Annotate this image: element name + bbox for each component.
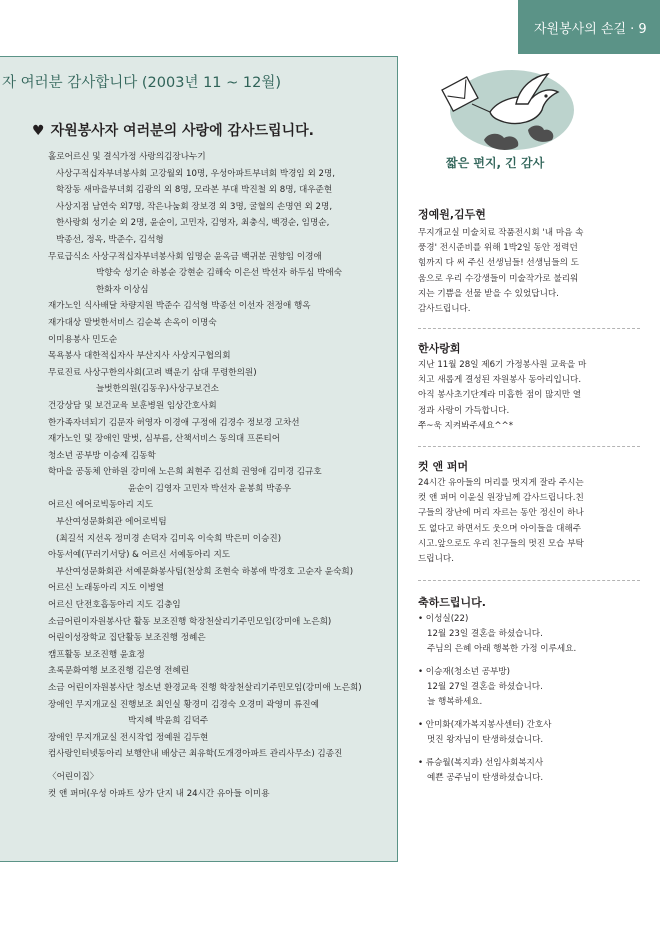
list-item: 늘벗한의원(김동우)사상구보건소 (96, 384, 219, 395)
list-item: 사상구적십자부녀봉사회 고강월외 10명, 우성아파트부녀회 박경임 외 2명, (56, 168, 336, 179)
panel-title: 자 여러분 감사합니다 (2003년 11 ~ 12월) (2, 75, 281, 91)
body-line: 무지개교실 미술치료 작품전시회 '내 마음 속 (418, 228, 584, 238)
list-item: 박종선, 정옥, 박준수, 김석형 (56, 234, 164, 245)
list-item: 윤순이 김영자 고민자 박선자 윤봉희 박종우 (128, 483, 292, 494)
congrats-line: 멋진 왕자님이 탄생하셨습니다. (427, 735, 544, 745)
panel-heading-text: 자원봉사자 여러분의 사랑에 감사드립니다. (50, 123, 314, 139)
illustration-caption: 짧은 편지, 긴 감사 (446, 156, 545, 170)
congrats-line: 주님의 은혜 아래 행복한 가정 이루세요. (427, 644, 577, 654)
list-item: 사상지점 남연숙 외7명, 작은나눔회 장보경 외 3명, 굴혈의 손명연 외 2명, (56, 201, 333, 212)
body-line: 드립니다. (418, 554, 454, 565)
list-item: 컴사랑인터넷동아리 보행안내 배상근 최유학(도개경아파트 관리사무소) 김종진 (48, 749, 343, 760)
list-item (418, 718, 640, 748)
page-header-tab (518, 0, 660, 54)
list-item: (최길석 지선옥 정미경 손덕자 김미옥 이숙희 박은미 이승진) (56, 533, 282, 544)
divider (418, 328, 640, 329)
section-title: 정예원,김두현 (418, 208, 486, 221)
header-title: 자원봉사의 손길 · 9 (534, 21, 647, 37)
list-item: 소금 어린이자원봉사단 청소년 환경교육 진행 학장천살리기주민모임(강미애 노은희) (48, 683, 362, 693)
body-line: 아직 봉사초기단계라 미흡한 점이 많지만 열 (418, 390, 582, 401)
list-item: 장애인 무지개교실 전시작업 정예원 김두현 (48, 732, 209, 743)
list-item: 소금어린이자원봉사단 활동 보조진행 학장천살리기주민모임(강미애 노은희) (48, 616, 332, 627)
list-item: 무료급식소 사상구적십자부녀봉사회 임명순 윤옥금 백귀분 권향임 이경애 (48, 251, 322, 262)
list-item: 어르신 노래동아리 지도 이병열 (48, 583, 165, 594)
list-item: 장애인 무지개교실 진행보조 최인실 황경미 김경숙 오경미 곽영미 류진예 (48, 699, 319, 710)
panel-heading (32, 120, 314, 140)
list-item: 건강상담 및 보건교육 보훈병원 임상간호사회 (48, 400, 217, 411)
list-item: 어린이성장학교 집단활동 보조진행 정혜은 (48, 633, 206, 644)
body-line: 24시간 유아들의 머리를 멋지게 잘라 주시는 (418, 478, 584, 488)
list-item: 초록문화여행 보조진행 김은영 전혜린 (48, 666, 190, 677)
list-item: 컷 앤 퍼머(우성 아파트 상가 단지 내 24시간 유아들 이미용 (48, 788, 270, 799)
body-line: 풍경' 전시준비를 위해 1박2일 동안 정력던 (418, 243, 578, 254)
divider (418, 446, 640, 447)
body-line: 시고.앞으로도 우리 친구들의 멋진 모습 부탁 (418, 538, 584, 549)
list-item: 재가대상 말벗한서비스 김순복 손옥이 이명숙 (48, 317, 217, 328)
thanks-panel (0, 56, 398, 862)
congrats-name: • 이승재(청소년 공부방) (418, 667, 510, 677)
congrats-name: • 안미화(재가복지봉사센터) 간호사 (418, 720, 552, 730)
congrats-name: • 이성실(22) (418, 614, 469, 624)
list-item: 한화자 이상심 (96, 284, 149, 295)
section-body (418, 358, 640, 434)
list-item: 부산여성문화회관 에어로빅팀 (56, 517, 167, 528)
list-item: 어르신 단전호흡동아리 지도 김충임 (48, 600, 181, 611)
daycare-heading: 〈어린이집〉 (48, 771, 99, 782)
congrats-line: 예쁜 공주님이 탄생하셨습니다. (427, 773, 544, 783)
section-body (418, 226, 640, 317)
list-item: 부산여성문화회관 서예문화봉사팀(천상희 조현숙 하봉애 박경호 고순자 윤숙희) (56, 566, 354, 577)
list-item: 이미용봉사 민도순 (48, 334, 118, 345)
body-line: 구들의 장난에 머리 자르는 동안 정신이 하나 (418, 508, 584, 519)
congrats-line: 12월 27일 결혼을 하셨습니다. (427, 682, 543, 692)
body-line: 정과 사랑이 가득합니다. (418, 405, 510, 416)
list-item: 아동서예(꾸러기서당) & 어르신 서예동아리 지도 (48, 550, 231, 561)
congrats-list (418, 612, 640, 794)
list-item: 어르신 에어로빅동아리 지도 (48, 500, 154, 511)
section-body (418, 476, 640, 567)
list-item: 한사랑회 성기순 외 2명, 윤순이, 고민자, 김영자, 최충식, 백경순, 임명순, (56, 218, 330, 229)
congrats-line: 12월 23일 결혼을 하셨습니다. (427, 629, 543, 639)
list-item: 무료진료 사상구한의사회(고려 백운기 삼대 무령한의원) (48, 367, 257, 378)
body-line: 컷 앤 퍼머 이윤실 원장님께 감사드립니다.친 (418, 493, 584, 504)
list-item: 청소년 공부방 이승제 김동학 (48, 450, 156, 461)
body-line: 힘까지 다 써 주신 선생님들! 선생님들의 도 (418, 258, 579, 269)
list-item: 홀로어르신 및 결식가정 사랑의김장나누기 (48, 152, 206, 162)
congrats-title: 축하드립니다. (418, 596, 486, 609)
divider (418, 580, 640, 581)
section-title: 한사랑회 (418, 342, 461, 355)
body-line: 감사드립니다. (418, 304, 471, 315)
list-item: 학마을 공동체 안하원 강미애 노은희 최현주 김선희 권영애 김미경 김규호 (48, 467, 322, 478)
list-item: 캠프활동 보조진행 윤효정 (48, 649, 145, 660)
body-line: 지는 기쁨을 선물 받을 수 있었답니다. (418, 288, 559, 299)
list-item: 한가족자녀되기 김문자 허영자 이경애 구정애 김경수 정보경 고차선 (48, 417, 300, 428)
list-item: 재가노인 식사배달 차량지원 박준수 김석형 박종선 이선자 전정애 행옥 (48, 301, 311, 312)
list-item: 목욕봉사 대한적십자사 부산지사 사상지구협의회 (48, 351, 231, 362)
list-item: 학장동 새마을부녀회 김광의 외 8명, 모라본 부대 박진철 외 8명, 대우준현 (56, 185, 333, 196)
section-title: 컷 앤 퍼머 (418, 460, 469, 473)
body-line: 쭈~욱 지켜봐주세요^^* (418, 420, 514, 431)
list-item: 재가노인 및 장애인 말벗, 심부름, 산책서비스 동의대 프론티어 (48, 434, 281, 445)
body-line: 지난 11월 28일 제6기 가정봉사원 교육을 마 (418, 360, 587, 370)
congrats-line: 늘 행복하세요. (427, 697, 483, 707)
list-item: 박지혜 박윤희 김덕주 (128, 716, 209, 727)
list-item (418, 756, 640, 786)
volunteer-list (48, 149, 394, 802)
body-line: 움으로 우리 수강생들이 미술작가로 불리워 (418, 273, 579, 284)
body-line: 치고 새롭게 결성된 자원봉사 동아리입니다. (418, 375, 582, 386)
list-item: 박향숙 성기순 하봉순 강현순 김해숙 이은선 박선자 하두심 박애숙 (96, 268, 342, 279)
body-line: 도 없다고 하면서도 웃으며 아이들을 대해주 (418, 523, 582, 534)
list-item (418, 612, 640, 657)
heart-icon: ♥ (32, 123, 45, 139)
congrats-name: • 류승월(복지과) 선임사회복지사 (418, 758, 544, 768)
list-item (418, 665, 640, 710)
